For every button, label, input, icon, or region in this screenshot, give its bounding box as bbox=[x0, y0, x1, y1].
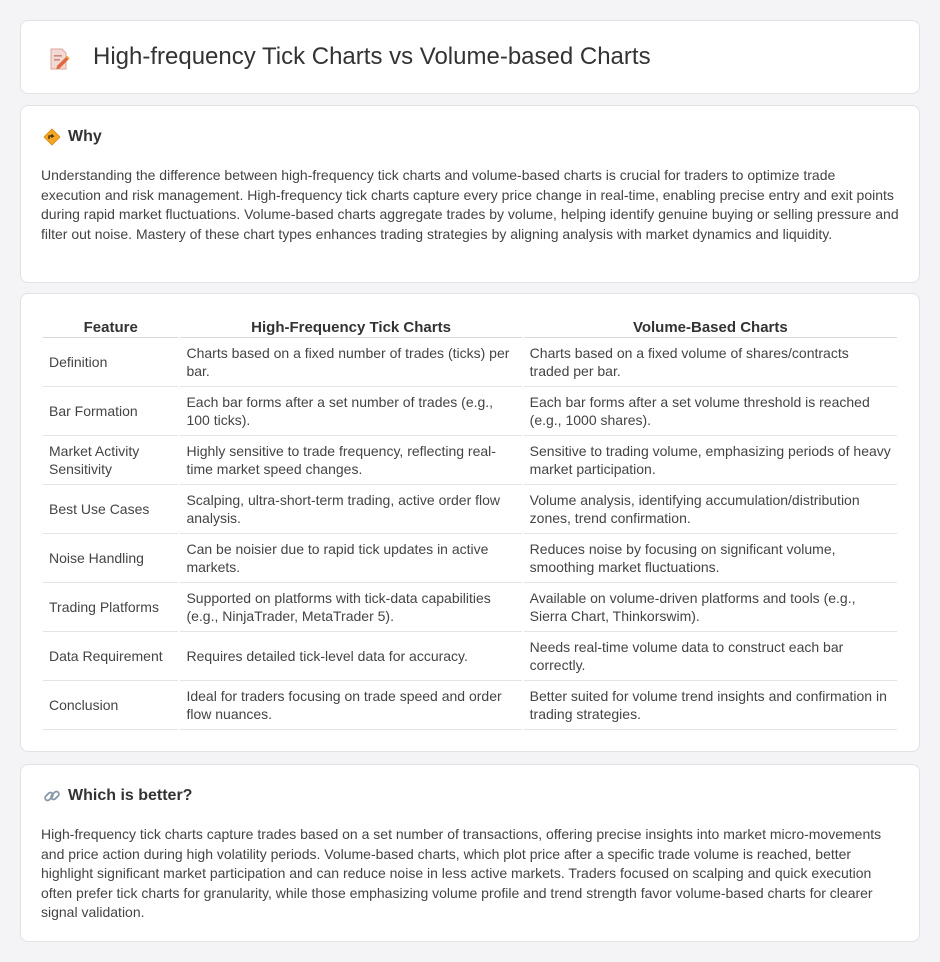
tick-cell: Requires detailed tick-level data for accuracy. bbox=[180, 632, 521, 681]
table-row bbox=[43, 681, 897, 730]
volume-cell: Each bar forms after a set volume threshold is reached (e.g., 1000 shares). bbox=[524, 387, 897, 436]
feature-cell: Conclusion bbox=[43, 681, 178, 730]
table-row bbox=[43, 436, 897, 485]
column-header-tick: High-Frequency Tick Charts bbox=[180, 314, 521, 338]
tick-cell: Highly sensitive to trade frequency, reflecting real-time market speed changes. bbox=[180, 436, 521, 485]
better-heading: Which is better? bbox=[68, 787, 193, 804]
feature-cell: Market Activity Sensitivity bbox=[43, 436, 178, 485]
volume-cell: Reduces noise by focusing on significant volume, smoothing market fluctuations. bbox=[524, 534, 897, 583]
better-text: High-frequency tick charts capture trades based on a set number of transactions, offering precise insights into market micro-movements and price action during high volatility periods. Volume-based charts, which plot price after a specific trade volume is reached, better highlight significant market participation and can reduce noise in less active markets. Traders focused on scalping and quick execution often prefer tick charts for granularity, while those emphasizing volume profile and trend strength favor volume-based charts for clearer signal validation. bbox=[41, 826, 882, 921]
feature-cell: Data Requirement bbox=[43, 632, 178, 681]
table-row bbox=[43, 583, 897, 632]
which-better-section bbox=[20, 764, 920, 942]
table-row bbox=[43, 338, 897, 387]
why-heading-row bbox=[43, 128, 102, 146]
feature-cell: Definition bbox=[43, 338, 178, 387]
table-row bbox=[43, 387, 897, 436]
volume-cell: Better suited for volume trend insights and confirmation in trading strategies. bbox=[524, 681, 897, 730]
table-row bbox=[43, 534, 897, 583]
volume-cell: Needs real-time volume data to construct each bar correctly. bbox=[524, 632, 897, 681]
feature-cell: Best Use Cases bbox=[43, 485, 178, 534]
tick-cell: Can be noisier due to rapid tick updates in active markets. bbox=[180, 534, 521, 583]
table-header-row bbox=[43, 314, 897, 338]
why-heading: Why bbox=[68, 128, 102, 145]
feature-cell: Bar Formation bbox=[43, 387, 178, 436]
volume-cell: Sensitive to trading volume, emphasizing periods of heavy market participation. bbox=[524, 436, 897, 485]
column-header-feature: Feature bbox=[43, 314, 178, 338]
why-section bbox=[20, 105, 920, 283]
comparison-section bbox=[20, 293, 920, 752]
table-row bbox=[43, 485, 897, 534]
tick-cell: Charts based on a fixed number of trades (ticks) per bar. bbox=[180, 338, 521, 387]
link-icon bbox=[43, 787, 61, 805]
volume-cell: Volume analysis, identifying accumulation/distribution zones, trend confirmation. bbox=[524, 485, 897, 534]
tick-cell: Each bar forms after a set number of trades (e.g., 100 ticks). bbox=[180, 387, 521, 436]
document-pencil-icon bbox=[48, 47, 70, 71]
tick-cell: Supported on platforms with tick-data capabilities (e.g., NinjaTrader, MetaTrader 5). bbox=[180, 583, 521, 632]
diamond-road-sign-icon bbox=[43, 128, 61, 146]
tick-cell: Scalping, ultra-short-term trading, active order flow analysis. bbox=[180, 485, 521, 534]
feature-cell: Trading Platforms bbox=[43, 583, 178, 632]
why-text: Understanding the difference between high-frequency tick charts and volume-based charts is crucial for traders to optimize trade execution and risk management. High-frequency tick charts capture every price change in real-time, enabling precise entry and exit points during rapid market fluctuations. Volume-based charts aggregate trades by volume, helping identify genuine buying or selling pressure and filter out noise. Mastery of these chart types enhances trading strategies by aligning analysis with market dynamics and liquidity. bbox=[41, 167, 899, 242]
title-card bbox=[20, 20, 920, 94]
page-title: High-frequency Tick Charts vs Volume-based Charts bbox=[93, 43, 651, 70]
column-header-volume: Volume-Based Charts bbox=[524, 314, 897, 338]
better-heading-row bbox=[43, 787, 192, 805]
volume-cell: Charts based on a fixed volume of shares/contracts traded per bar. bbox=[524, 338, 897, 387]
feature-cell: Noise Handling bbox=[43, 534, 178, 583]
volume-cell: Available on volume-driven platforms and tools (e.g., Sierra Chart, Thinkorswim). bbox=[524, 583, 897, 632]
tick-cell: Ideal for traders focusing on trade speed and order flow nuances. bbox=[180, 681, 521, 730]
comparison-table bbox=[41, 314, 899, 730]
table-row bbox=[43, 632, 897, 681]
